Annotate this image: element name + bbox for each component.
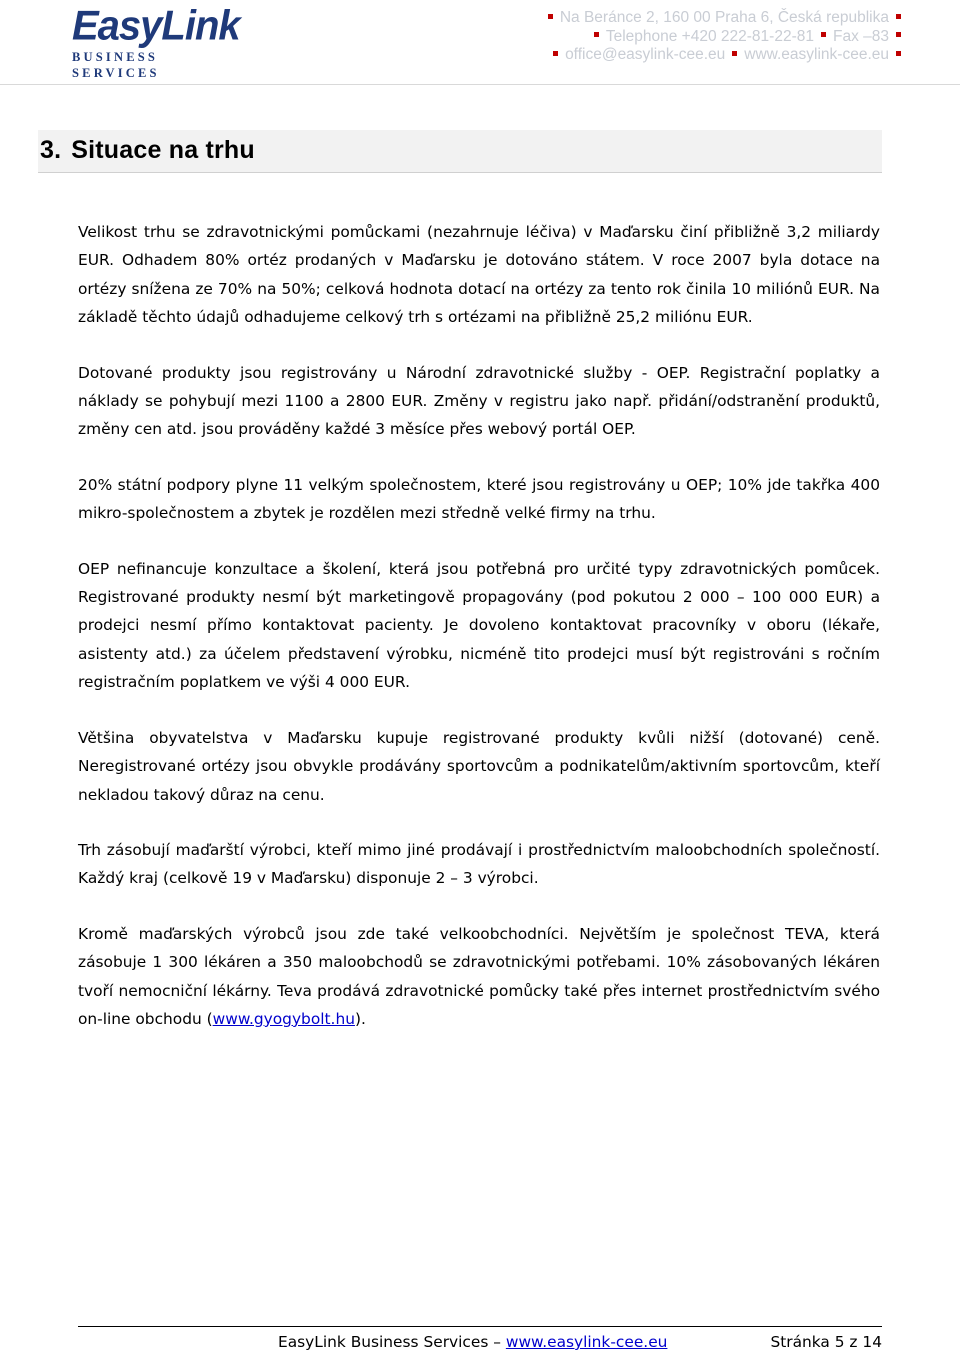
logo-main-text: EasyLink [72,2,240,50]
bullet-icon [896,32,901,37]
logo-sub-text: BUSINESS SERVICES [72,50,160,80]
section-heading [40,134,255,166]
header-divider [0,84,960,85]
contact-line-phone [541,28,908,47]
bullet-icon [732,51,737,56]
company-logo [72,4,252,81]
paragraph-producers: Trh zásobují maďarští výrobci, kteří mimo jiné prodávají i prostřednictvím maloobchodních společností. Každý kraj (celkově 19 v Maďarsku) disponuje 2 – 3 výrobci. [78,840,880,888]
fax-text: Fax –83 [832,27,889,45]
paragraph-market-size: Velikost trhu se zdravotnickými pomůckami (nezahrnuje léčiva) v Maďarsku činí přibližně 3,2 miliardy EUR. Odhadem 80% ortéz prodaných v Maďarsku je dotováno státem. V roce 2007 byla dotace na ortézy snížena ze 70% na 50%; celková hodnota dotací na ortézy za tento rok činila 10 miliónů EUR. Na základě těchto údajů odhadujeme celkový trh s ortézami na přibližně 25,2 miliónu EUR. [78,223,880,327]
document-body [78,218,880,1033]
gyogybolt-link[interactable]: www.gyogybolt.hu [212,1009,355,1028]
footer-website-link[interactable]: www.easylink-cee.eu [505,1333,668,1351]
address-text: Na Beránce 2, 160 00 Praha 6, Česká republika [559,9,889,26]
footer-company [278,1331,667,1353]
paragraph-population: Většina obyvatelstva v Maďarsku kupuje registrované produkty kvůli nižší (dotované) ceně. Neregistrované ortézy jsou obvykle prodávány sportovcům a podnikatelům/aktivním sportovcům, kteří nekladou takový důraz na cenu. [78,728,880,804]
contact-line-address [541,9,908,28]
bullet-icon [896,14,901,19]
email-text[interactable]: office@easylink-cee.eu [565,46,726,63]
page-footer [278,1331,882,1353]
paragraph-registration: Dotované produkty jsou registrovány u Národní zdravotnické služby - OEP. Registrační poplatky a náklady se pohybují mezi 1100 a 2800 EUR. Změny v registru jako např. přidání/odstranění produktů, změny cen atd. jsou prováděny každé 3 měsíce přes webový portál OEP. [78,363,880,439]
page-header [0,0,960,78]
footer-divider [78,1326,882,1327]
paragraph-wholesalers [78,920,880,1034]
section-heading-box [38,130,882,173]
bullet-icon [821,32,826,37]
contact-block [541,9,908,65]
footer-company-text: EasyLink Business Services – [278,1333,501,1351]
paragraph-state-support: 20% státní podpory plyne 11 velkým společnostem, které jsou registrovány u OEP; 10% jde takřka 400 mikro-společnostem a zbytek je rozdělen mezi středně velké firmy na trhu. [78,475,880,523]
section-title: Situace na trhu [71,136,255,164]
bullet-icon [553,51,558,56]
bullet-icon [548,14,553,19]
telephone-text: Telephone +420 222-81-22-81 [605,27,814,45]
paragraph-oep-marketing: OEP nefinancuje konzultace a školení, která jsou potřebná pro určité typy zdravotnických pomůcek. Registrované produkty nesmí být marketingově propagovány (pod pokutou 2 000 – 100 000 EUR) a prodejci nesmí přímo kontaktovat pacienty. Je dovoleno kontaktovat pracovníky v oboru (lékaře, asistenty atd.) za účelem představení výrobku, nicméně tito prodejci musí být registrováni s ročním registračním poplatkem ve výši 4 000 EUR. [78,559,880,692]
section-number: 3. [40,136,62,164]
contact-line-web [541,46,908,65]
website-text[interactable]: www.easylink-cee.eu [744,46,889,63]
bullet-icon [896,51,901,56]
page-number: Stránka 5 z 14 [770,1333,882,1351]
bullet-icon [594,32,599,37]
paragraph-text-end: ). [354,1009,366,1028]
paragraph-text: Kromě maďarských výrobců jsou zde také velkoobchodníci. Největším je společnost TEVA, která zásobuje 1 300 lékáren a 350 maloobchodů se zdravotnickými potřebami. 10% zásobovaných lékáren tvoří nemocniční lékárny. Teva prodává zdravotnické pomůcky také přes internet prostřednictvím svého on-line obchodu ( [78,924,880,1028]
